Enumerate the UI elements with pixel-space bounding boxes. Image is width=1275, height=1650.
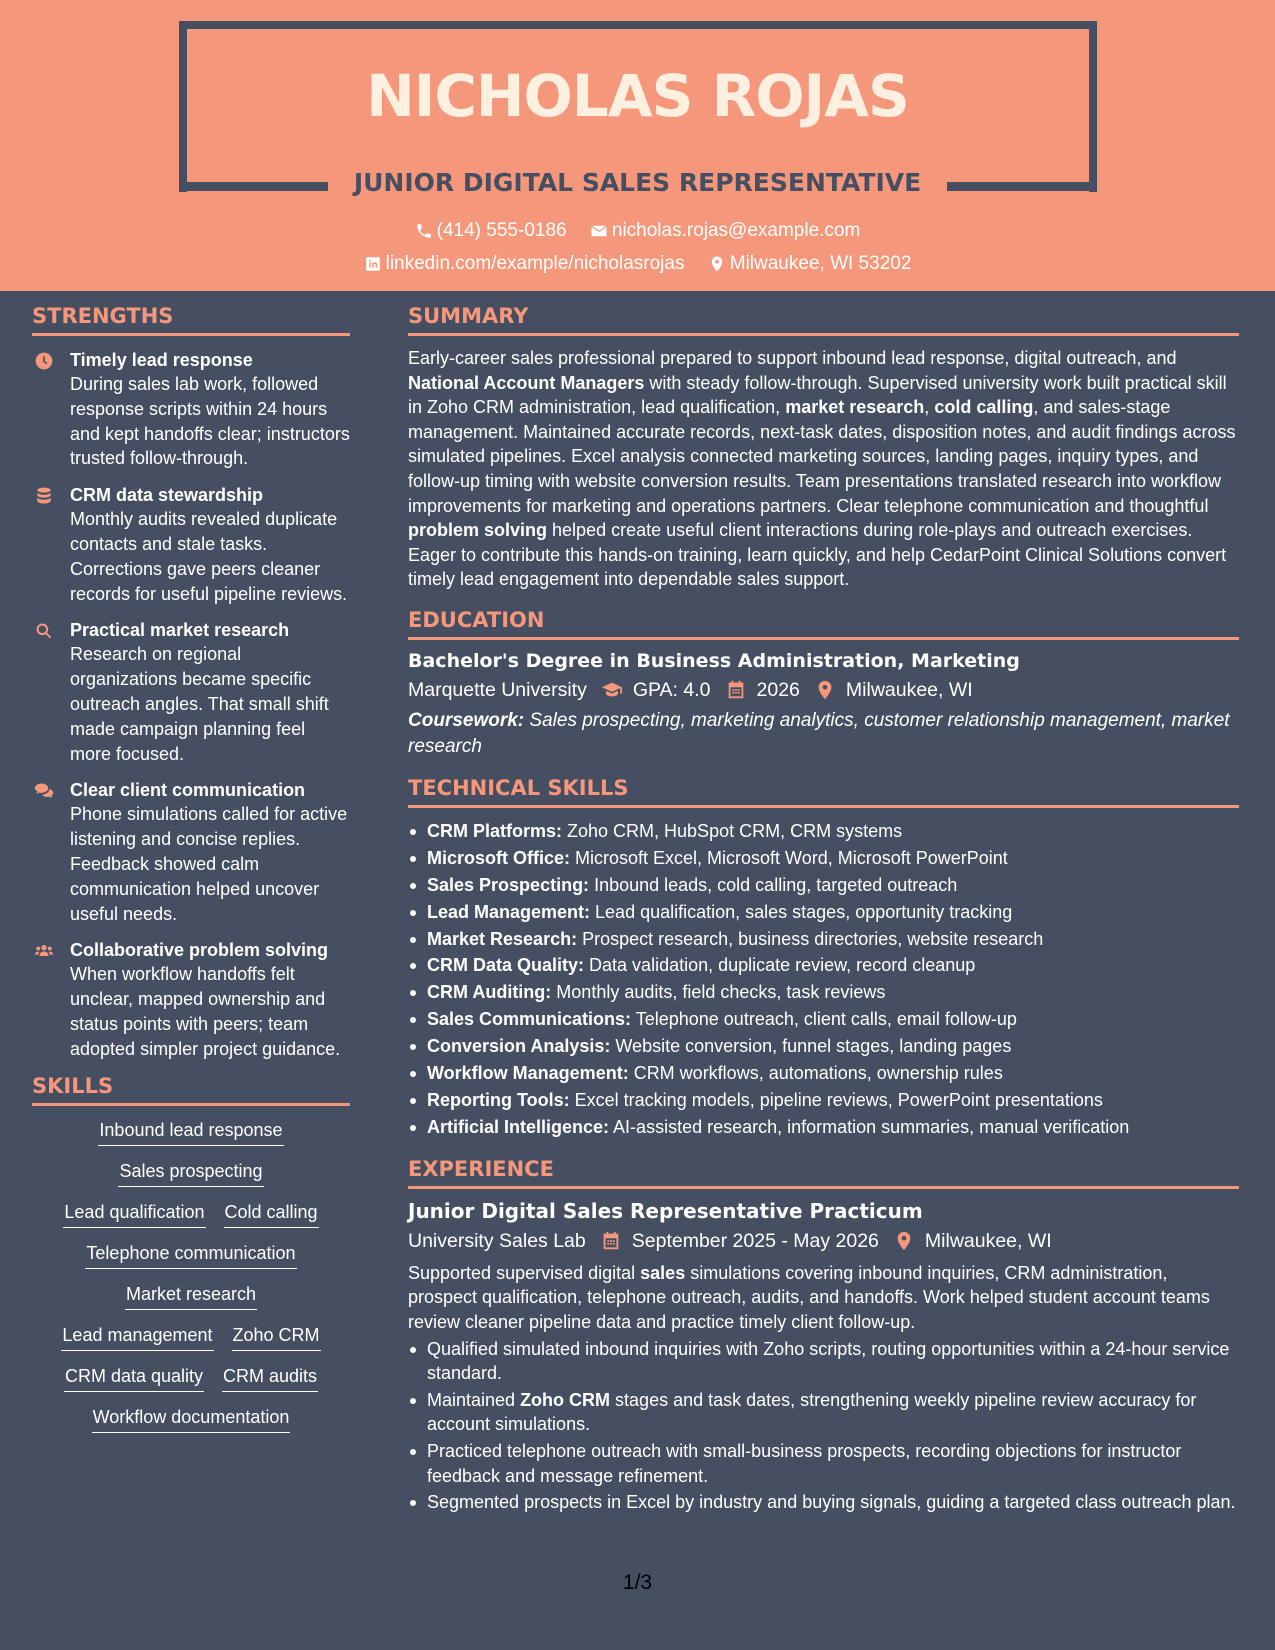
year-item <box>725 679 800 702</box>
experience-bullet: Segmented prospects in Excel by industry and buying signals, guiding a targeted class outreach plan. <box>408 1490 1239 1515</box>
strength-text: During sales lab work, followed response scripts within 24 hours and kept handoffs clear; instructors trusted follow-through. <box>70 374 350 469</box>
skill-tag: Inbound lead response <box>98 1118 283 1146</box>
tech-skill-label: Sales Communications: <box>427 1009 632 1030</box>
tech-skill-label: Sales Prospecting: <box>427 874 590 895</box>
experience-location: Milwaukee, WI <box>924 1229 1052 1252</box>
experience-bullet: Practiced telephone outreach with small-business prospects, recording objections for instructor feedback and message refinement. <box>408 1439 1239 1488</box>
graduation-cap-icon <box>601 679 623 701</box>
strengths-list <box>32 348 350 1062</box>
summary-text: Early-career sales professional prepared to support inbound lead response, digital outreach, and National Account Managers with steady follow-through. Supervised university work built practical skill in Zoho CRM administration, lead qualification, market research, cold calling, and sales-stage management. Maintained accurate records, next-task dates, disposition notes, and audit findings across simulated pipelines. Excel analysis connected marketing sources, landing pages, inquiry types, and follow-up timing with website conversion results. Team presentations translated research into workflow improvements for marketing and operations partners. Clear telephone communication and thoughtful problem solving helped create useful client interactions during role-plays and outreach exercises. Eager to contribute this hands-on training, learn quickly, and help CedarPoint Clinical Solutions convert timely lead engagement into dependable sales support. <box>408 348 1236 590</box>
tech-skill-value: Inbound leads, cold calling, targeted outreach <box>589 874 958 895</box>
calendar-icon <box>725 679 747 701</box>
email-contact[interactable] <box>590 220 860 242</box>
tech-skill-value: Website conversion, funnel stages, landing pages <box>610 1036 1012 1057</box>
bold-keyword: National Account Managers <box>408 372 645 393</box>
tech-skill-label: CRM Auditing: <box>427 982 552 1003</box>
strength-item <box>32 348 350 471</box>
tech-skill-value: Microsoft Excel, Microsoft Word, Microsoft PowerPoint <box>570 847 1008 868</box>
contact-line-2 <box>0 253 1275 279</box>
tech-skill-label: Reporting Tools: <box>427 1090 570 1110</box>
bold-keyword: sales <box>640 1262 686 1283</box>
bold-keyword: cold calling <box>934 397 1034 418</box>
phone-icon <box>415 222 433 240</box>
strength-text: Phone simulations called for active listening and concise replies. Feedback showed calm communication helped uncover useful needs. <box>70 804 348 924</box>
linkedin-icon <box>364 255 382 273</box>
search-icon <box>34 621 54 641</box>
job-title: JUNIOR DIGITAL SALES REPRESENTATIVE <box>353 168 922 197</box>
coursework <box>408 708 1239 760</box>
page-number: 1/3 <box>622 1571 653 1594</box>
tech-skill-value: Monthly audits, field checks, task reviews <box>551 982 886 1003</box>
graduation-year: 2026 <box>756 678 800 701</box>
education-meta <box>408 679 1239 702</box>
tech-skill-item <box>408 872 1239 899</box>
tech-skill-item <box>408 926 1239 953</box>
tech-skill-item <box>408 979 1239 1006</box>
tech-skill-label: Microsoft Office: <box>427 847 571 868</box>
tech-skill-value: Telephone outreach, client calls, email follow-up <box>631 1009 1017 1030</box>
tech-skill-item <box>408 845 1239 872</box>
map-pin-icon <box>893 1230 915 1252</box>
database-icon <box>34 486 54 506</box>
location-text: Milwaukee, WI 53202 <box>729 253 912 274</box>
tech-skill-value: CRM workflows, automations, ownership rules <box>628 1063 1003 1084</box>
experience-bullet: Qualified simulated inbound inquiries with Zoho scripts, routing opportunities within a 24-hour service standard. <box>408 1337 1239 1386</box>
calendar-icon <box>600 1230 622 1252</box>
edu-location-item <box>814 679 973 702</box>
bold-keyword: market research <box>785 397 925 418</box>
coursework-label: Coursework: <box>408 709 525 731</box>
map-pin-icon <box>814 679 836 701</box>
technical-skills-heading: TECHNICAL SKILLS <box>408 776 1239 808</box>
skill-tag: Sales prospecting <box>118 1159 263 1187</box>
right-column <box>408 304 1239 1515</box>
tech-skill-item <box>408 1006 1239 1033</box>
summary-heading: SUMMARY <box>408 304 1239 336</box>
strength-title: Timely lead response <box>70 350 253 370</box>
skill-tag: Telephone communication <box>85 1241 296 1269</box>
strength-text: When workflow handoffs felt unclear, mapped ownership and status points with peers; team adopted simpler project guidance. <box>70 964 341 1059</box>
bold-keyword: Zoho CRM <box>520 1389 611 1410</box>
phone-contact[interactable] <box>415 220 567 242</box>
tech-skill-value: AI-assisted research, information summaries, manual verification <box>609 1116 1130 1137</box>
experience-description: Supported supervised digital sales simulations covering inbound inquiries, CRM administration, prospect qualification, telephone outreach, audits, and handoffs. Work helped student account teams review cleaner pipeline data and practice timely client follow-up. <box>408 1262 1210 1332</box>
coursework-text: Sales prospecting, marketing analytics, customer relationship management, market research <box>408 709 1230 757</box>
experience-role: Junior Digital Sales Representative Practicum <box>408 1198 923 1223</box>
experience-dates: September 2025 - May 2026 <box>631 1229 879 1252</box>
gpa-item <box>601 679 711 702</box>
experience-bullets <box>408 1337 1239 1515</box>
tech-skill-value: Excel tracking models, pipeline reviews, PowerPoint presentations <box>569 1090 1103 1110</box>
strength-item <box>32 938 350 1061</box>
tech-skill-value: Zoho CRM, HubSpot CRM, CRM systems <box>562 820 903 841</box>
strength-item <box>32 483 350 606</box>
strength-title: Clear client communication <box>70 780 306 801</box>
skill-tag: CRM data quality <box>64 1364 204 1392</box>
tech-skill-value: Prospect research, business directories, website research <box>577 928 1044 949</box>
tech-skill-item <box>408 1060 1239 1087</box>
header-banner <box>0 0 1275 291</box>
skill-tag: Zoho CRM <box>232 1323 321 1351</box>
strength-title: Practical market research <box>70 620 290 641</box>
tech-skill-label: Conversion Analysis: <box>427 1036 611 1057</box>
skills-heading: SKILLS <box>32 1074 350 1106</box>
edu-location: Milwaukee, WI <box>845 678 973 701</box>
tech-skill-label: CRM Data Quality: <box>427 955 585 976</box>
skill-tag: Lead qualification <box>63 1200 205 1228</box>
bold-keyword: problem solving <box>408 520 548 541</box>
degree-title: Bachelor's Degree in Business Administration, Marketing <box>408 649 1020 672</box>
technical-skills-list <box>408 818 1239 1141</box>
tech-skill-item <box>408 1087 1239 1114</box>
strength-item <box>32 778 350 926</box>
tech-skill-label: Artificial Intelligence: <box>427 1116 610 1137</box>
skill-tag: Market research <box>125 1282 257 1310</box>
tech-skill-item <box>408 1114 1239 1141</box>
tech-skill-item <box>408 818 1239 845</box>
tech-skill-item <box>408 1033 1239 1060</box>
experience-heading: EXPERIENCE <box>408 1157 1239 1189</box>
email-address: nicholas.rojas@example.com <box>611 220 861 241</box>
left-column <box>32 304 350 1446</box>
tech-skill-label: Lead Management: <box>427 901 591 922</box>
skills-list <box>32 1118 350 1433</box>
candidate-name: NICHOLAS ROJAS <box>366 62 909 130</box>
strength-title: Collaborative problem solving <box>70 940 329 961</box>
linkedin-contact[interactable] <box>364 253 685 275</box>
experience-org: University Sales Lab <box>408 1229 586 1252</box>
strengths-heading: STRENGTHS <box>32 304 350 336</box>
skill-tag: CRM audits <box>222 1364 318 1392</box>
strength-title: CRM data stewardship <box>70 485 264 506</box>
skill-tag: Workflow documentation <box>92 1405 291 1433</box>
experience-dates-item <box>600 1230 879 1253</box>
envelope-icon <box>590 222 608 240</box>
experience-location-item <box>893 1230 1052 1253</box>
phone-number: (414) 555-0186 <box>436 220 567 241</box>
strength-text: Research on regional organizations became specific outreach angles. That small shift made campaign planning feel more focused. <box>70 644 329 764</box>
education-heading: EDUCATION <box>408 608 1239 640</box>
tech-skill-label: Workflow Management: <box>427 1063 629 1084</box>
tech-skill-label: CRM Platforms: <box>427 820 563 841</box>
location-contact <box>708 253 912 275</box>
tech-skill-item <box>408 952 1239 979</box>
skill-tag: Lead management <box>61 1323 213 1351</box>
tech-skill-item <box>408 899 1239 926</box>
clock-icon <box>34 351 54 371</box>
skill-tag: Cold calling <box>224 1200 319 1228</box>
tech-skill-label: Market Research: <box>427 928 578 949</box>
experience-bullet: Maintained Zoho CRM stages and task dates, strengthening weekly pipeline review accuracy for account simulations. <box>408 1388 1239 1437</box>
map-pin-icon <box>708 255 726 273</box>
strength-text: Monthly audits revealed duplicate contacts and stale tasks. Corrections gave peers cleaner records for useful pipeline reviews. <box>70 509 348 604</box>
gpa-text: GPA: 4.0 <box>632 678 711 701</box>
contact-line-1 <box>0 220 1275 246</box>
users-icon <box>34 941 54 961</box>
linkedin-url: linkedin.com/example/nicholasrojas <box>385 253 685 274</box>
school-name: Marquette University <box>408 678 587 701</box>
tech-skill-value: Lead qualification, sales stages, opportunity tracking <box>590 901 1013 922</box>
tech-skill-value: Data validation, duplicate review, record cleanup <box>584 955 976 976</box>
strength-item <box>32 618 350 766</box>
experience-meta <box>408 1230 1239 1253</box>
comments-icon <box>34 781 54 801</box>
